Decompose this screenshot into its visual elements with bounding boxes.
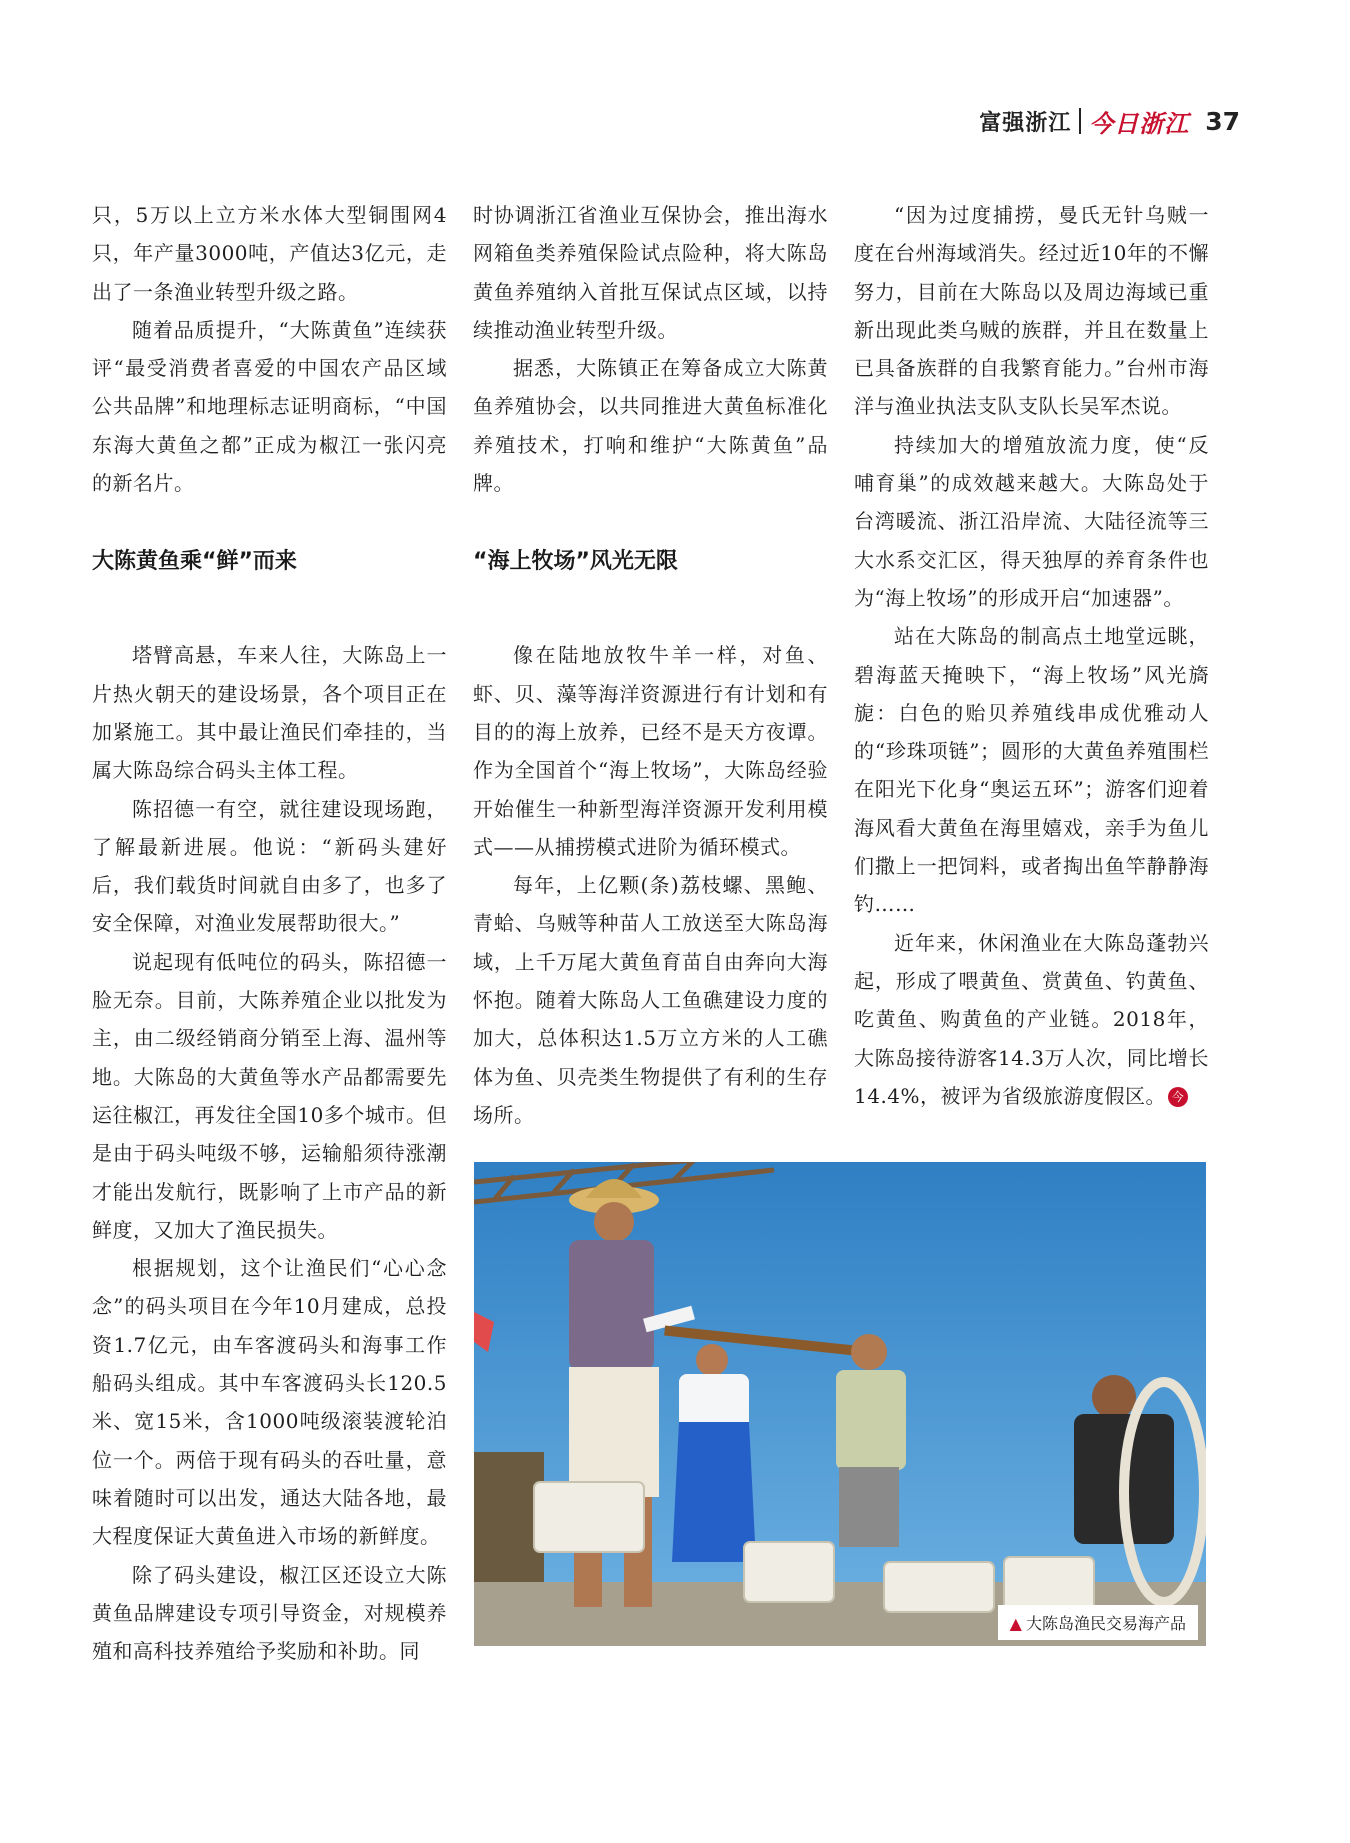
end-mark-icon: 今 [1168, 1087, 1188, 1107]
paragraph: 塔臂高悬，车来人往，大陈岛上一片热火朝天的建设场景，各个项目正在加紧施工。其中最让渔民们牵挂的，当属大陈岛综合码头主体工程。 [92, 643, 447, 783]
photo-caption [998, 1605, 1198, 1640]
paragraph: 根据规划，这个让渔民们“心心念念”的码头项目在今年10月建成，总投资1.7亿元，由车客渡码头和海事工作船码头组成。其中车客渡码头长120.5米、宽15米，含1000吨级滚装渡轮泊位一个。两倍于现有码头的吞吐量，意味着随时可以出发，通达大陆各地，最大程度保证大黄鱼进入市场的新鲜度。 [92, 1256, 447, 1549]
paragraph: “因为过度捕捞，曼氏无针乌贼一度在台州海域消失。经过近10年的不懈努力，目前在大陈岛以及周边海域已重新出现此类乌贼的族群，并且在数量上已具备族群的自我繁育能力。”台州市海洋与渔业执法支队支队长吴军杰说。 [854, 203, 1209, 419]
magazine-logo: 今日浙江 [1089, 109, 1190, 138]
paragraph: 据悉，大陈镇正在筹备成立大陈黄鱼养殖协会，以共同推进大黄鱼标准化养殖技术，打响和维护“大陈黄鱼”品牌。 [473, 356, 828, 496]
paragraph: 只，5万以上立方米水体大型铜围网4只，年产量3000吨，产值达3亿元，走出了一条渔业转型升级之路。 [92, 203, 447, 304]
section-title: 富强浙江 [979, 110, 1072, 136]
caption-text: 大陈岛渔民交易海产品 [1025, 1614, 1186, 1633]
paragraph: 说起现有低吨位的码头，陈招德一脸无奈。目前，大陈养殖企业以批发为主，由二级经销商分销至上海、温州等地。大陈岛的大黄鱼等水产品都需要先运往椒江，再发往全国10多个城市。但是由于码头吨级不够，运输船须待涨潮才能出发航行，既影响了上市产品的新鲜度，又加大了渔民损失。 [92, 949, 447, 1242]
photo-illustration [474, 1162, 1206, 1646]
man-in-blue-overalls [672, 1344, 756, 1562]
section-heading: 大陈黄鱼乘“鲜”而来 [92, 549, 297, 575]
paragraph: 随着品质提升，“大陈黄鱼”连续获评“最受消费者喜爱的中国农产品区域公共品牌”和地理标志证明商标，“中国东海大黄鱼之都”正成为椒江一张闪亮的新名片。 [92, 317, 447, 496]
paragraph-text: 近年来，休闲渔业在大陈岛蓬勃兴起，形成了喂黄鱼、赏黄鱼、钓黄鱼、吃黄鱼、购黄鱼的产业链。2018年，大陈岛接待游客14.3万人次，同比增长14.4%，被评为省级旅游度假区。 [854, 930, 1209, 1108]
paragraph [854, 924, 1209, 1115]
paragraph: 每年，上亿颗(条)荔枝螺、黑鲍、青蛤、乌贼等种苗人工放送至大陈岛海域，上千万尾大黄鱼育苗自由奔向大海怀抱。随着大陈岛人工鱼礁建设力度的加大，总体积达1.5万立方米的人工礁体为鱼、贝壳类生物提供了有利的生存场所。 [473, 873, 828, 1127]
paragraph: 像在陆地放牧牛羊一样，对鱼、虾、贝、藻等海洋资源进行有计划和有目的的海上放养，已经不是天方夜谭。作为全国首个“海上牧场”，大陈岛经验开始催生一种新型海洋资源开发利用模式——从捕捞模式进阶为循环模式。 [473, 643, 828, 859]
header-divider [1079, 108, 1081, 134]
page-header [979, 100, 1240, 142]
photo-fishermen-trading [474, 1162, 1206, 1646]
paragraph: 持续加大的增殖放流力度，使“反哺育巢”的成效越来越大。大陈岛处于台湾暖流、浙江沿岸流、大陆径流等三大水系交汇区，得天独厚的养育条件也为“海上牧场”的形成开启“加速器”。 [854, 432, 1209, 610]
page-number: 37 [1205, 106, 1240, 136]
paragraph: 站在大陈岛的制高点土地堂远眺，碧海蓝天掩映下，“海上牧场”风光旖旎：白色的贻贝养殖线串成优雅动人的“珍珠项链”；圆形的大黄鱼养殖围栏在阳光下化身“奥运五环”；游客们迎着海风看大黄鱼在海里嬉戏，亲手为鱼儿们撒上一把饲料，或者掏出鱼竿静静海钓…… [854, 624, 1209, 917]
paragraph: 除了码头建设，椒江区还设立大陈黄鱼品牌建设专项引导资金，对规模养殖和高科技养殖给予奖励和补助。同 [92, 1562, 447, 1664]
article-column-2 [473, 196, 828, 1134]
paragraph: 陈招德一有空，就往建设现场跑，了解最新进展。他说：“新码头建好后，我们载货时间就自由多了，也多了安全保障，对渔业发展帮助很大。” [92, 796, 447, 936]
paragraph: 时协调浙江省渔业互保协会，推出海水网箱鱼类养殖保险试点险种，将大陈岛黄鱼养殖纳入首批互保试点区域，以持续推动渔业转型升级。 [473, 203, 828, 342]
caption-marker: ▲ [1009, 1614, 1022, 1633]
section-heading: “海上牧场”风光无限 [473, 549, 678, 575]
article-column-3 [854, 196, 1209, 1115]
article-column-1 [92, 196, 447, 1670]
